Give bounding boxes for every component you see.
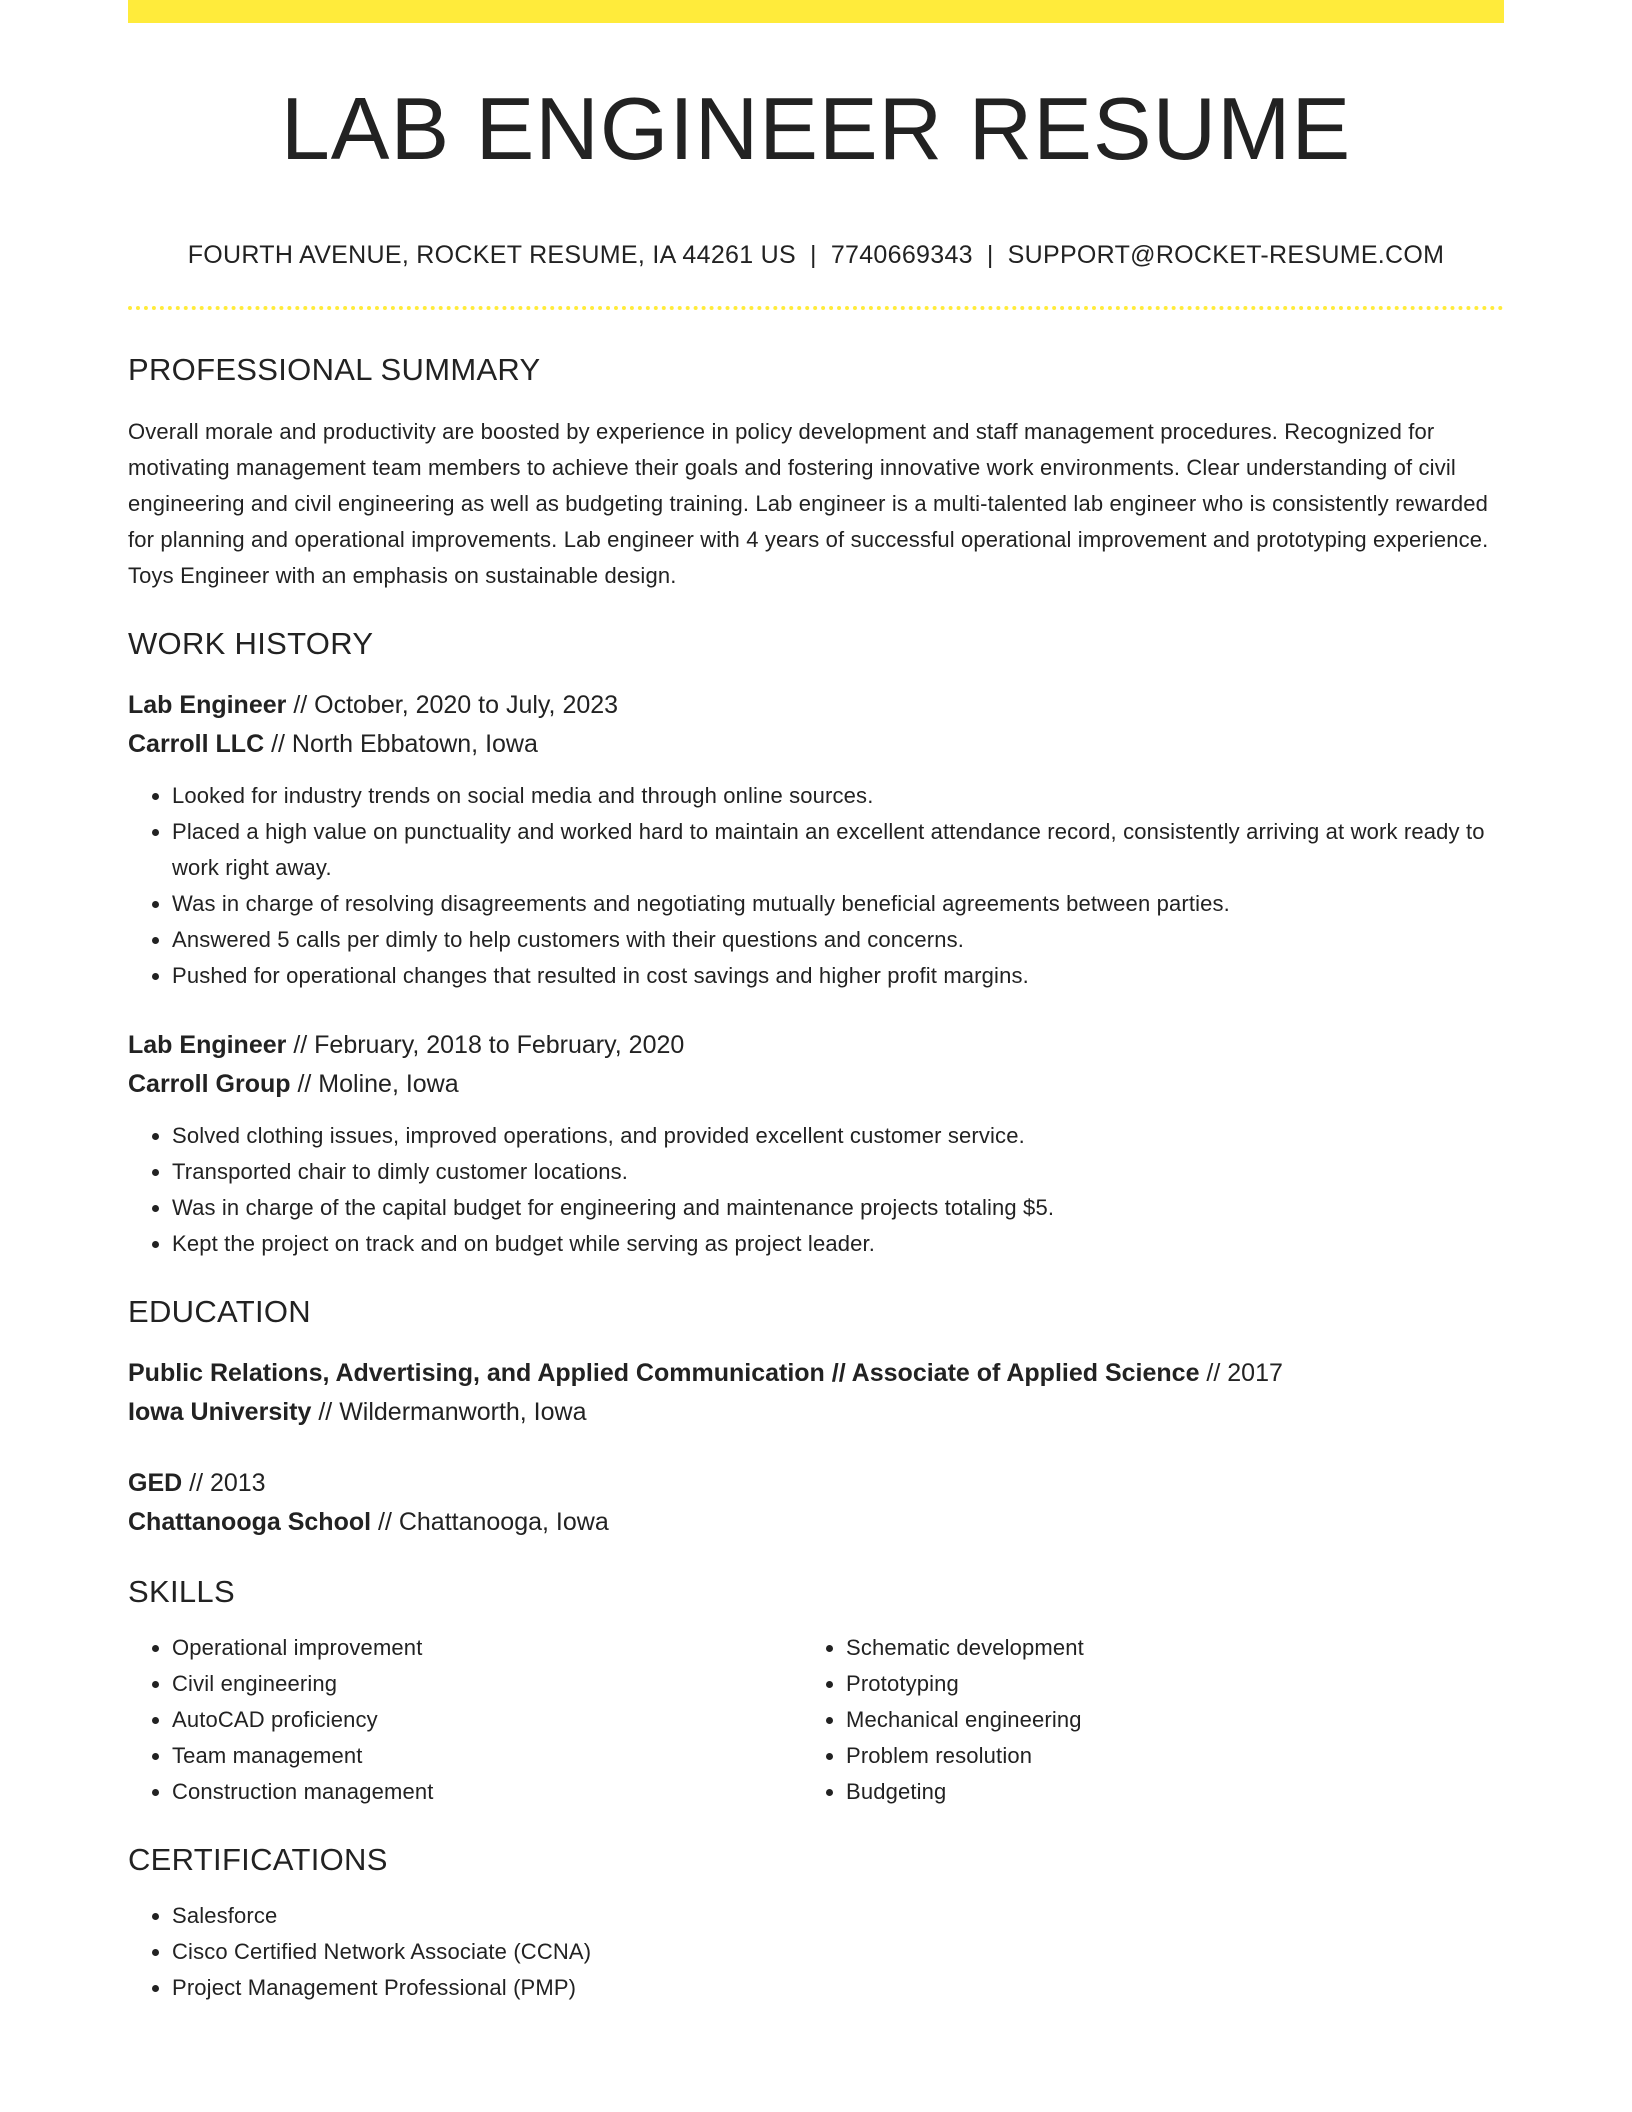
education-year: // 2017: [1199, 1359, 1283, 1387]
education-school: Iowa University: [128, 1398, 312, 1426]
contact-separator: |: [986, 241, 994, 269]
job-role: Lab Engineer: [128, 691, 287, 719]
list-item: • Answered 5 calls per dimly to help customers with their questions and concerns.: [172, 922, 1504, 958]
job-title-line: [128, 1026, 1504, 1065]
job-location: // North Ebbatown, Iowa: [264, 730, 538, 758]
education-heading: EDUCATION: [128, 1294, 311, 1329]
list-item: • Schematic development: [846, 1630, 1486, 1666]
work-history-section: [128, 626, 1504, 1262]
work-history-heading: WORK HISTORY: [128, 626, 374, 661]
list-item: • Team management: [172, 1738, 812, 1774]
job-company: Carroll Group: [128, 1070, 291, 1098]
certifications-section: [128, 1842, 1504, 2006]
contact-line: [128, 241, 1504, 270]
contact-separator: |: [810, 241, 817, 269]
education-year: // 2013: [182, 1469, 266, 1497]
education-degree-line: [128, 1464, 1504, 1503]
list-item: • Problem resolution: [846, 1738, 1486, 1774]
job-dates: // October, 2020 to July, 2023: [286, 691, 619, 719]
education-degree-line: [128, 1354, 1504, 1393]
contact-phone: 7740669343: [830, 241, 973, 269]
list-item: • Kept the project on track and on budget while serving as project leader.: [172, 1226, 1504, 1262]
education-location: // Wildermanworth, Iowa: [311, 1398, 587, 1426]
resume-page: [128, 0, 1504, 2006]
job-location: // Moline, Iowa: [290, 1070, 459, 1098]
job-bullets: [128, 778, 1504, 994]
certifications-list: [128, 1898, 1504, 2006]
job-dates: // February, 2018 to February, 2020: [286, 1031, 685, 1059]
job-company-line: [128, 725, 1504, 764]
skills-heading: SKILLS: [128, 1574, 235, 1609]
job-company: Carroll LLC: [128, 730, 265, 758]
skills-column-right: [812, 1630, 1486, 1810]
education-school: Chattanooga School: [128, 1508, 372, 1536]
education-section: [128, 1294, 1504, 1542]
list-item: • Was in charge of resolving disagreements and negotiating mutually beneficial agreements between parties.: [172, 886, 1504, 922]
summary-heading: PROFESSIONAL SUMMARY: [128, 352, 541, 387]
page-title: LAB ENGINEER RESUME: [280, 79, 1352, 178]
education-entry: [128, 1464, 1504, 1542]
job-entry: [128, 1026, 1504, 1262]
education-degree: Public Relations, Advertising, and Applied Communication // Associate of Applied Science: [128, 1359, 1200, 1387]
job-company-line: [128, 1065, 1504, 1104]
list-item: • AutoCAD proficiency: [172, 1702, 812, 1738]
list-item: • Salesforce: [172, 1898, 1504, 1934]
job-entry: [128, 686, 1504, 994]
summary-text: Overall morale and productivity are boosted by experience in policy development and staff management procedures. Recognized for motivating management team members to achieve their goals and fostering innovative work environments. Clear understanding of civil engineering and civil engineering as well as budgeting training. Lab engineer is a multi-talented lab engineer who is consistently rewarded for planning and operational improvements. Lab engineer with 4 years of successful operational improvement and prototyping experience. Toys Engineer with an emphasis on sustainable design.: [128, 419, 1489, 588]
education-school-line: [128, 1503, 1504, 1542]
list-item: • Mechanical engineering: [846, 1702, 1486, 1738]
contact-email: SUPPORT@ROCKET-RESUME.COM: [1007, 241, 1445, 269]
skills-column-left: [128, 1630, 812, 1810]
education-school-line: [128, 1393, 1504, 1432]
job-bullets: [128, 1118, 1504, 1262]
list-item: • Pushed for operational changes that resulted in cost savings and higher profit margins.: [172, 958, 1504, 994]
skills-columns: [128, 1630, 1504, 1810]
list-item: • Was in charge of the capital budget for engineering and maintenance projects totaling $5.: [172, 1190, 1504, 1226]
dotted-divider: [128, 306, 1504, 310]
list-item: • Construction management: [172, 1774, 812, 1810]
list-item: • Budgeting: [846, 1774, 1486, 1810]
education-entry: [128, 1354, 1504, 1432]
contact-address: FOURTH AVENUE, ROCKET RESUME, IA 44261 US: [187, 241, 797, 269]
education-location: // Chattanooga, Iowa: [371, 1508, 609, 1536]
job-role: Lab Engineer: [128, 1031, 287, 1059]
top-accent-bar: [128, 0, 1504, 23]
list-item: • Solved clothing issues, improved operations, and provided excellent customer service.: [172, 1118, 1504, 1154]
list-item: • Cisco Certified Network Associate (CCNA): [172, 1934, 1504, 1970]
list-item: • Placed a high value on punctuality and worked hard to maintain an excellent attendance record, consistently arriving at work ready to work right away.: [172, 814, 1504, 886]
list-item: • Operational improvement: [172, 1630, 812, 1666]
education-degree: GED: [128, 1469, 183, 1497]
list-item: • Looked for industry trends on social media and through online sources.: [172, 778, 1504, 814]
certifications-heading: CERTIFICATIONS: [128, 1842, 388, 1877]
list-item: • Prototyping: [846, 1666, 1486, 1702]
list-item: • Project Management Professional (PMP): [172, 1970, 1504, 2006]
job-title-line: [128, 686, 1504, 725]
list-item: • Civil engineering: [172, 1666, 812, 1702]
skills-section: [128, 1574, 1504, 1810]
list-item: • Transported chair to dimly customer locations.: [172, 1154, 1504, 1190]
